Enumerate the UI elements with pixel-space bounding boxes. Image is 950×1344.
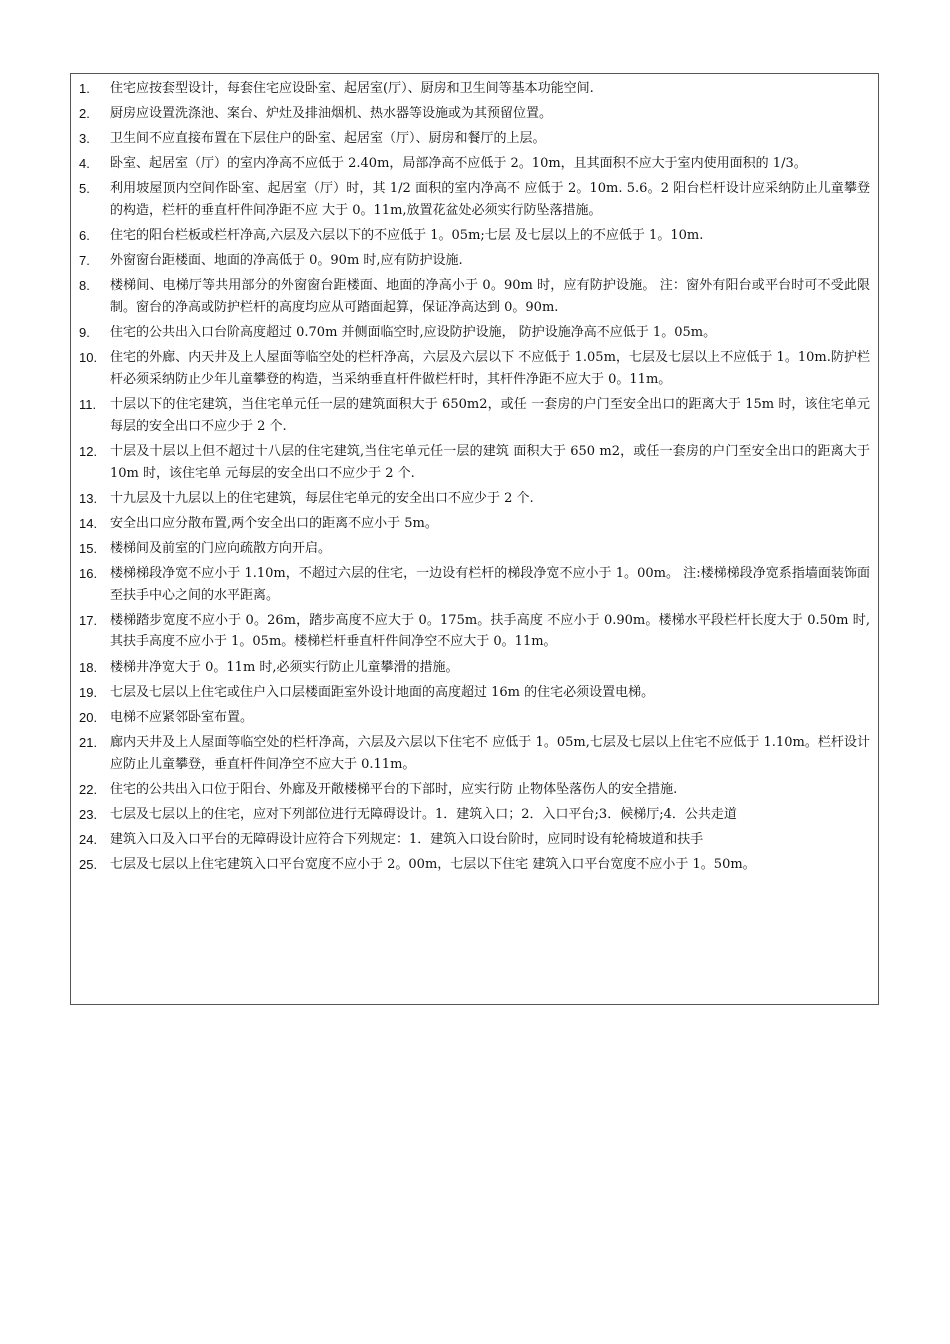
item-text: 电梯不应紧邻卧室布置。 — [110, 709, 254, 725]
list-item — [79, 829, 870, 851]
item-number: 10. — [79, 350, 98, 366]
item-text: 卧室、起居室（厅）的室内净高不应低于 2.40m，局部净高不应低于 2。10m，且其面积不应大于室内使用面积的 1/3。 — [110, 156, 807, 172]
item-text: 廊内天井及上人屋面等临空处的栏杆净高，六层及六层以下住宅不 应低于 1。05m,七层及七层以上住宅不应低于 1.10m。栏杆设计应防止儿童攀登，垂直杆件间净空不应大于 0.11m。 — [110, 734, 870, 772]
list-item — [79, 250, 870, 272]
list-item — [79, 707, 870, 729]
list-item — [79, 225, 870, 247]
list-item — [79, 128, 870, 150]
item-number: 15. — [79, 540, 98, 556]
list-item — [79, 610, 870, 653]
item-number: 2. — [79, 106, 90, 122]
list-item — [79, 322, 870, 344]
item-number: 25. — [79, 856, 98, 872]
item-text: 住宅的公共出入口台阶高度超过 0.70m 并侧面临空时,应设防护设施， 防护设施净高不应低于 1。05m。 — [110, 325, 717, 341]
list-item — [79, 732, 870, 775]
item-text: 七层及七层以上的住宅，应对下列部位进行无障碍设计。1．建筑入口；2．入口平台;3．候梯厅;4．公共走道 — [110, 806, 737, 822]
list-item — [79, 779, 870, 801]
item-number: 8. — [79, 278, 90, 294]
item-text: 七层及七层以上住宅或住户入口层楼面距室外设计地面的高度超过 16m 的住宅必须设置电梯。 — [110, 684, 655, 700]
list-item — [79, 538, 870, 560]
list-item — [79, 657, 870, 679]
item-text: 厨房应设置洗涤池、案台、炉灶及排油烟机、热水器等设施或为其预留位置。 — [110, 106, 553, 122]
item-text: 楼梯梯段净宽不应小于 1.10m，不超过六层的住宅，一边设有栏杆的梯段净宽不应小于 1。00m。 注:楼梯梯段净宽系指墙面装饰面至扶手中心之间的水平距离。 — [110, 565, 870, 603]
item-number: 1. — [79, 81, 90, 96]
item-text: 楼梯踏步宽度不应小于 0。26m，踏步高度不应大于 0。175m。扶手高度 不应小于 0.90m。楼梯水平段栏杆长度大于 0.50m 时,其扶手高度不应小于 1。05m。楼梯栏杆垂直杆件间净空不应大于 0。11m。 — [110, 612, 870, 650]
list-item — [79, 513, 870, 535]
item-text: 卫生间不应直接布置在下层住户的卧室、起居室（厅）、厨房和餐厅的上层。 — [110, 131, 546, 147]
list-item — [79, 394, 870, 437]
item-number: 21. — [79, 734, 98, 750]
item-number: 6. — [79, 228, 90, 244]
item-text: 楼梯间及前室的门应向疏散方向开启。 — [110, 540, 332, 556]
list-item — [79, 563, 870, 606]
item-number: 23. — [79, 806, 98, 822]
item-number: 5. — [79, 181, 90, 197]
item-number: 4. — [79, 156, 90, 172]
item-text: 住宅的公共出入口位于阳台、外廊及开敞楼梯平台的下部时，应实行防 止物体坠落伤人的安全措施. — [110, 781, 678, 797]
list-item — [79, 275, 870, 318]
list-item — [79, 488, 870, 510]
item-text: 住宅的外廊、内天井及上人屋面等临空处的栏杆净高，六层及六层以下 不应低于 1.05m，七层及七层以上不应低于 1。10m.防护栏杆必须采纳防止少年儿童攀登的构造，当采纳垂直杆件做栏杆时，其杆件净距不应大于 0。11m。 — [110, 350, 870, 387]
item-text: 安全出口应分散布置,两个安全出口的距离不应小于 5m。 — [110, 515, 438, 531]
list-item — [79, 178, 870, 221]
item-number: 11. — [79, 397, 97, 413]
item-number: 16. — [79, 565, 98, 581]
item-text: 十层以下的住宅建筑，当住宅单元任一层的建筑面积大于 650m2，或任 一套房的户门至安全出口的距离大于 15m 时，该住宅单元每层的安全出口不应少于 2 个. — [110, 397, 870, 434]
item-text: 七层及七层以上住宅建筑入口平台宽度不应小于 2。00m，七层以下住宅 建筑入口平台宽度不应小于 1。50m。 — [110, 856, 756, 872]
item-number: 17. — [79, 612, 98, 628]
item-number: 3. — [79, 131, 90, 147]
list-item — [79, 682, 870, 704]
list-item — [79, 103, 870, 125]
item-number: 19. — [79, 684, 98, 700]
list-item — [79, 78, 870, 100]
item-number: 7. — [79, 253, 90, 269]
item-text: 外窗窗台距楼面、地面的净高低于 0。90m 时,应有防护设施. — [110, 253, 463, 269]
item-number: 9. — [79, 325, 90, 341]
item-text: 十九层及十九层以上的住宅建筑，每层住宅单元的安全出口不应少于 2 个. — [110, 490, 534, 506]
item-text: 楼梯井净宽大于 0。11m 时,必须实行防止儿童攀滑的措施。 — [110, 659, 459, 675]
list-item — [79, 441, 870, 484]
item-text: 十层及十层以上但不超过十八层的住宅建筑,当住宅单元任一层的建筑 面积大于 650 m2，或任一套房的户门至安全出口的距离大于 10m 时，该住宅单 元每层的安全出口不应少于 2 个. — [110, 443, 870, 481]
item-number: 14. — [79, 515, 98, 531]
item-text: 建筑入口及入口平台的无障碍设计应符合下列规定：1．建筑入口设台阶时，应同时设有轮椅坡道和扶手 — [110, 831, 704, 847]
item-number: 22. — [79, 781, 98, 797]
document-frame — [70, 73, 879, 1005]
item-number: 18. — [79, 659, 98, 675]
list-item — [79, 347, 870, 390]
item-number: 24. — [79, 831, 98, 847]
item-number: 12. — [79, 443, 98, 459]
list-item — [79, 854, 870, 876]
item-text: 楼梯间、电梯厅等共用部分的外窗窗台距楼面、地面的净高小于 0。90m 时，应有防护设施。 注：窗外有阳台或平台时可不受此限制。窗台的净高或防护栏杆的高度均应从可踏面起算，保证净高达到 0。90m. — [110, 278, 870, 316]
list-item — [79, 153, 870, 175]
provisions-list — [79, 78, 870, 879]
item-text: 住宅应按套型设计，每套住宅应设卧室、起居室(厅）、厨房和卫生间等基本功能空间. — [110, 81, 594, 96]
item-text: 利用坡屋顶内空间作卧室、起居室（厅）时，其 1/2 面积的室内净高不 应低于 2。10m. 5.6。2 阳台栏杆设计应采纳防止儿童攀登的构造，栏杆的垂直杆件间净距不应 大于 0。11m,放置花盆处必须实行防坠落措施。 — [110, 181, 870, 219]
item-number: 20. — [79, 709, 98, 725]
list-item — [79, 804, 870, 826]
item-number: 13. — [79, 490, 98, 506]
item-text: 住宅的阳台栏板或栏杆净高,六层及六层以下的不应低于 1。05m;七层 及七层以上的不应低于 1。10m. — [110, 228, 704, 244]
